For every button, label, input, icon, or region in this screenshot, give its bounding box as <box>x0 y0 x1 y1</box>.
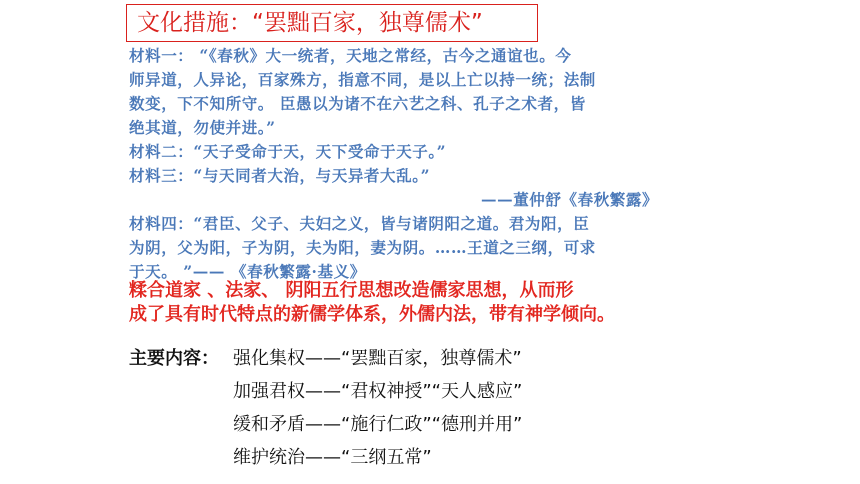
material-line: 绝其道，勿使并进。” <box>129 118 276 137</box>
material-line: 于天。 ”—— 《春秋繁露·基义》 <box>129 262 366 281</box>
material-line: 材料三：“与天同者大治，与天异者大乱。” <box>129 166 431 185</box>
content-item: 缓和矛盾——“施行仁政”“德刑并用” <box>233 414 523 435</box>
content-item: 强化集权——“罢黜百家，独尊儒术” <box>233 348 522 369</box>
material-attribution: ——董仲舒《春秋繁露》 <box>481 190 659 209</box>
summary-line: 成了具有时代特点的新儒学体系，外儒内法，带有神学倾向。 <box>129 304 615 325</box>
summary-line: 糅合道家 、法家、 阴阳五行思想改造儒家思想，从而形 <box>129 280 574 301</box>
slide-title: 文化措施：“罢黜百家，独尊儒术” <box>126 4 538 42</box>
content-item: 加强君权——“君权神授”“天人感应” <box>233 381 523 402</box>
material-line: 材料一： “《春秋》大一统者，天地之常经，古今之通谊也。今 <box>129 46 572 65</box>
content-item: 维护统治——“三纲五常” <box>233 447 432 468</box>
content-label: 主要内容： <box>129 348 219 369</box>
material-line: 为阴，父为阳，子为阴，夫为阳，妻为阴。……王道之三纲，可求 <box>129 238 596 257</box>
material-line: 师异道，人异论，百家殊方，指意不同，是以上亡以持一统；法制 <box>129 70 596 89</box>
material-line: 材料四：“君臣、父子、夫妇之义，皆与诸阴阳之道。君为阳，臣 <box>129 214 590 233</box>
material-line: 数变，下不知所守。 臣愚以为诸不在六艺之科、孔子之术者，皆 <box>129 94 586 113</box>
material-line: 材料二：“天子受命于天，天下受命于天子。” <box>129 142 447 161</box>
